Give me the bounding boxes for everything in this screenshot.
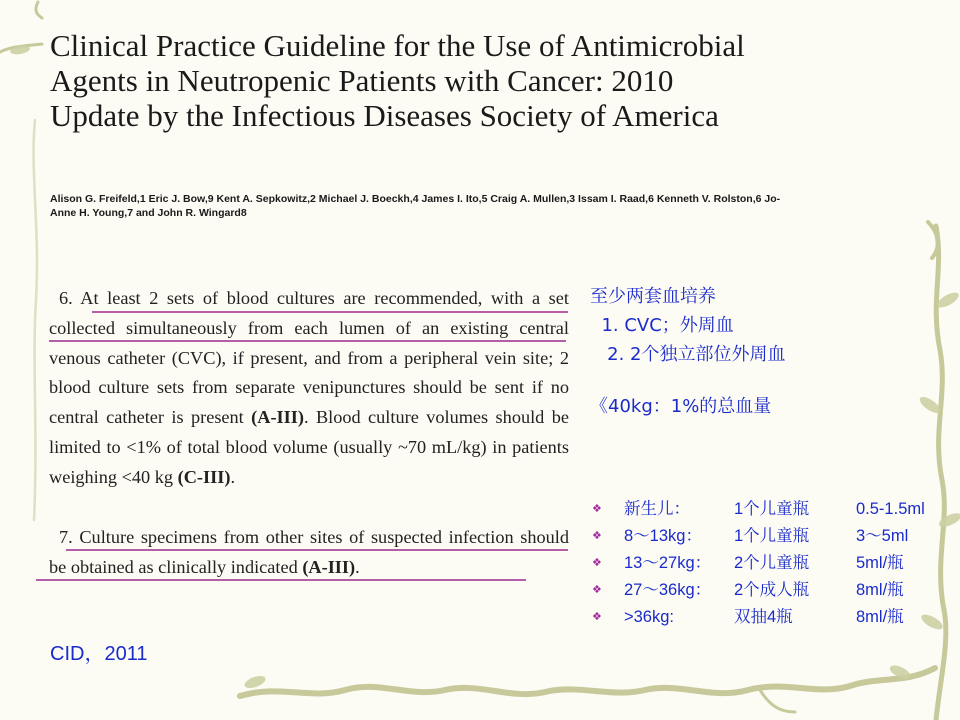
recommendation-text: . Blood culture volumes should be limited to <1% of total blood volume (usually ~70 mL/kg) in patients weighing <40 kg: [49, 407, 569, 487]
diamond-dots-icon: ❖: [592, 503, 602, 515]
blood-volume: 8ml/瓶: [856, 581, 904, 599]
weight-range: 新生儿：: [624, 500, 690, 518]
note-heading: 至少两套血培养: [590, 286, 716, 307]
paper-title: Clinical Practice Guideline for the Use of Antimicrobial Agents in Neutropenic Patients with Cancer: 2010 Update by the Infectious Diseases Society of America: [50, 28, 745, 133]
note-item: 1. CVC；外周血: [590, 315, 734, 336]
bottle-count: 1个儿童瓶: [734, 500, 810, 518]
bottle-count: 双抽4瓶: [734, 608, 793, 626]
list-item: [592, 577, 925, 604]
diamond-dots-icon: ❖: [592, 611, 602, 623]
weight-range: 13～27kg：: [624, 554, 712, 572]
blood-volume: 0.5-1.5ml: [856, 500, 925, 518]
evidence-grade: (A-III): [251, 407, 304, 428]
recommendation-7: [49, 523, 569, 583]
period: .: [230, 466, 236, 487]
weight-range: >36kg:: [624, 608, 674, 626]
bottle-count: 1个儿童瓶: [734, 527, 810, 545]
citation: CID，2011: [50, 643, 148, 665]
recommendation-number: 7.: [59, 527, 73, 547]
spacer: [590, 369, 786, 392]
weight-range: 8～13kg：: [624, 527, 702, 545]
diamond-dots-icon: ❖: [592, 557, 602, 569]
blood-volume: 3～5ml: [856, 527, 909, 545]
vine-tendril: [760, 690, 795, 712]
vine-bottom: [240, 668, 935, 696]
blood-volume: 8ml/瓶: [856, 608, 904, 626]
leaf: [243, 674, 267, 691]
note-item: 2. 2个独立部位外周血: [590, 344, 786, 365]
diamond-dots-icon: ❖: [592, 584, 602, 596]
author-list: Alison G. Freifeld,1 Eric J. Bow,9 Kent A. Sepkowitz,2 Michael J. Boeckh,4 James I. Ito,5 Craig A. Mullen,3 Issam I. Raad,6 Kenneth V. Rolston,6 Jo-Anne H. Young,7 and John R. Wingard8: [50, 193, 781, 219]
weight-range: 27～36kg：: [624, 581, 712, 599]
evidence-grade: (C-III): [177, 466, 231, 487]
annotation-notes: [590, 282, 786, 421]
evidence-grade: (A-III): [302, 556, 356, 577]
vine-top-stem: [36, 2, 42, 18]
list-item: [592, 496, 925, 523]
recommendation-text: Culture specimens from other sites of suspected infection should be obtained as clinically indicated: [49, 527, 569, 577]
recommendation-6: [49, 284, 569, 493]
weight-note: 《40kg：1%的总血量: [590, 396, 772, 417]
list-item: [592, 550, 925, 577]
blood-volume: 5ml/瓶: [856, 554, 904, 572]
bottle-count: 2个成人瓶: [734, 581, 810, 599]
blood-volume-list: [592, 496, 925, 631]
period: .: [355, 556, 360, 577]
diamond-dots-icon: ❖: [592, 530, 602, 542]
vine-left-stem: [34, 120, 37, 520]
leaf: [937, 510, 960, 529]
bottle-count: 2个儿童瓶: [734, 554, 810, 572]
list-item: [592, 604, 925, 631]
recommendation-text: At least 2 sets of blood cultures are recommended, with a set collected simultaneously from each lumen of an existing central venous catheter (CVC), if present, and from a peripheral vein site; 2 blood culture sets from separate venipunctures should be sent if no central catheter is present: [49, 288, 569, 428]
recommendation-number: 6.: [59, 288, 73, 308]
list-item: [592, 523, 925, 550]
